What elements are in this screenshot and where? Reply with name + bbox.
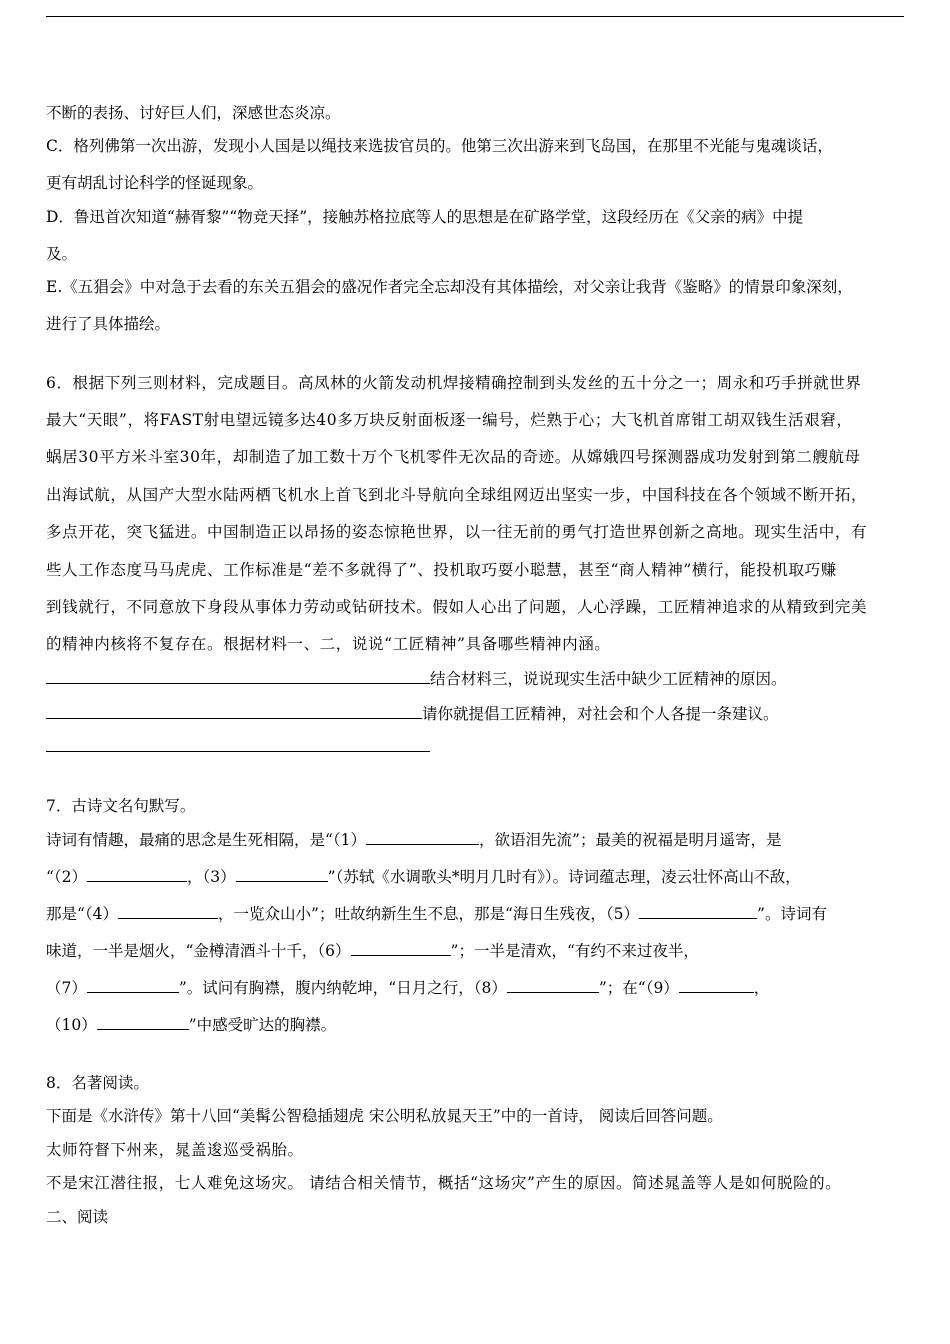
q7-line-4: 味道，一半是烟火，“金樽清酒斗十千，（6） ”；一半是清欢，“有约不来过夜半， [46, 942, 699, 960]
q6-paragraph-line: 的精神内核将不复存在。根据材料一、二，说说“工匠精神”具备哪些精神内涵。 [46, 635, 611, 653]
q6-paragraph-line: 出海试航，从国产大型水陆两栖飞机水上首飞到北斗导航向全球组网迈出坚实一步，中国科技在各个领域不断开拓， [46, 486, 868, 504]
q5-option-e-line2: 进行了具体描绘。 [46, 315, 171, 333]
q7-line-3: 那是“（4） ，一览众山小”；吐故纳新生生不息，那是“海日生残夜，（5） ”。诗词有 [46, 905, 827, 923]
q5-option-c-line2: 更有胡乱讨论科学的怪诞现象。 [46, 174, 264, 192]
q7-line-6: （10） ”中感受旷达的胸襟。 [46, 1016, 337, 1034]
blank-9[interactable] [679, 977, 754, 993]
section-heading: 二、阅读 [46, 1208, 109, 1226]
q6-paragraph-line: 最大“天眼”，将FAST射电望远镜多达40多万块反射面板逐一编号，烂熟于心；大飞机首席钳工胡双钱生活艰窘， [46, 411, 853, 429]
q6-paragraph-line: 多点开花，突飞猛进。中国制造正以昂扬的姿态惊艳世界，以一往无前的勇气打造世界创新之高地。现实生活中，有 [46, 523, 868, 541]
blank-6[interactable] [351, 940, 451, 956]
blank-5[interactable] [639, 903, 757, 919]
q8-title: 8．名著阅读。 [46, 1074, 149, 1092]
blank-2[interactable] [87, 866, 187, 882]
q6-answer-blank[interactable] [46, 736, 430, 752]
header-rule [46, 16, 904, 17]
q6-question-3: 请你就提倡工匠精神，对社会和个人各提一条建议。 [422, 705, 779, 723]
q5-option-c-line1: C．格列佛第一次出游，发现小人国是以绳技来选拔官员的。他第三次出游来到飞岛国，在那里不光能与鬼魂谈话， [46, 137, 833, 155]
q6-answer-blank[interactable] [46, 668, 430, 684]
q6-question-2: 结合材料三，说说现实生活中缺少工匠精神的原因。 [430, 670, 787, 688]
q6-paragraph-line: 到钱就行，不同意放下身段从事体力劳动或钻研技术。假如人心出了问题，人心浮躁，工匠精神追求的从精致到完美 [46, 598, 868, 616]
blank-3[interactable] [236, 866, 328, 882]
q6-answer-blank[interactable] [46, 703, 422, 719]
q6-paragraph-line: 蜗居30平方米斗室30年，却制造了加工数十万个飞机零件无次品的奇迹。从嫦娥四号探测器成功发射到第二艘航母 [46, 448, 861, 466]
q6-answer-line-2 [46, 703, 916, 724]
q8-intro: 下面是《水浒传》第十八回“美髯公智稳插翅虎 宋公明私放晁天王”中的一首诗， 阅读后回答问题。 [46, 1107, 723, 1125]
q7-line-5: （7） ”。试问有胸襟，腹内纳乾坤，“日月之行，（8） ”；在“（9） ， [46, 979, 770, 997]
q6-answer-line-3 [46, 736, 916, 757]
q6-answer-line-1 [46, 668, 916, 689]
q8-poem-line-2: 不是宋江潜往报，七人难免这场灾。 请结合相关情节，概括“这场灾”产生的原因。简述晁盖等人是如何脱险的。 [46, 1174, 842, 1192]
q7-line-2: “（2） ，（3） ”（苏轼《水调歌头*明月几时有》）。诗词蕴志理，凌云壮怀高山不敌， [46, 868, 801, 886]
q7-title: 7．古诗文名句默写。 [46, 797, 196, 815]
q5-option-b-end: 不断的表扬、讨好巨人们，深感世态炎凉。 [46, 104, 341, 122]
blank-10[interactable] [97, 1014, 189, 1030]
q5-option-e-line1: E.《五猖会》中对急于去看的东关五猖会的盛况作者完全忘却没有其体描绘，对父亲让我背《鉴略》的情景印象深刻， [46, 278, 853, 296]
blank-8[interactable] [507, 977, 599, 993]
blank-7[interactable] [87, 977, 179, 993]
q5-option-d-line2: 及。 [46, 245, 78, 263]
q7-line-1: 诗词有情趣，最痛的思念是生死相隔，是“（1） ，欲语泪先流”；最美的祝福是明月遥寄，是 [46, 831, 782, 849]
q8-poem-line-1: 太师符督下州来，晁盖逡巡受祸胎。 [46, 1141, 304, 1159]
q6-paragraph-line: 些人工作态度马马虎虎、工作标准是“差不多就得了”、投机取巧耍小聪慧，甚至“商人精神”横行，能投机取巧赚 [46, 561, 837, 579]
q6-paragraph-line: 6．根据下列三则材料，完成题目。高凤林的火箭发动机焊接精确控制到头发丝的五十分之一；周永和巧手拼就世界 [46, 374, 862, 392]
q5-option-d-line1: D．鲁迅首次知道“赫胥黎”“物竞天择”，接触苏格拉底等人的思想是在矿路学堂，这段经历在《父亲的病》中提 [46, 208, 804, 226]
blank-1[interactable] [366, 829, 479, 845]
blank-4[interactable] [118, 903, 218, 919]
